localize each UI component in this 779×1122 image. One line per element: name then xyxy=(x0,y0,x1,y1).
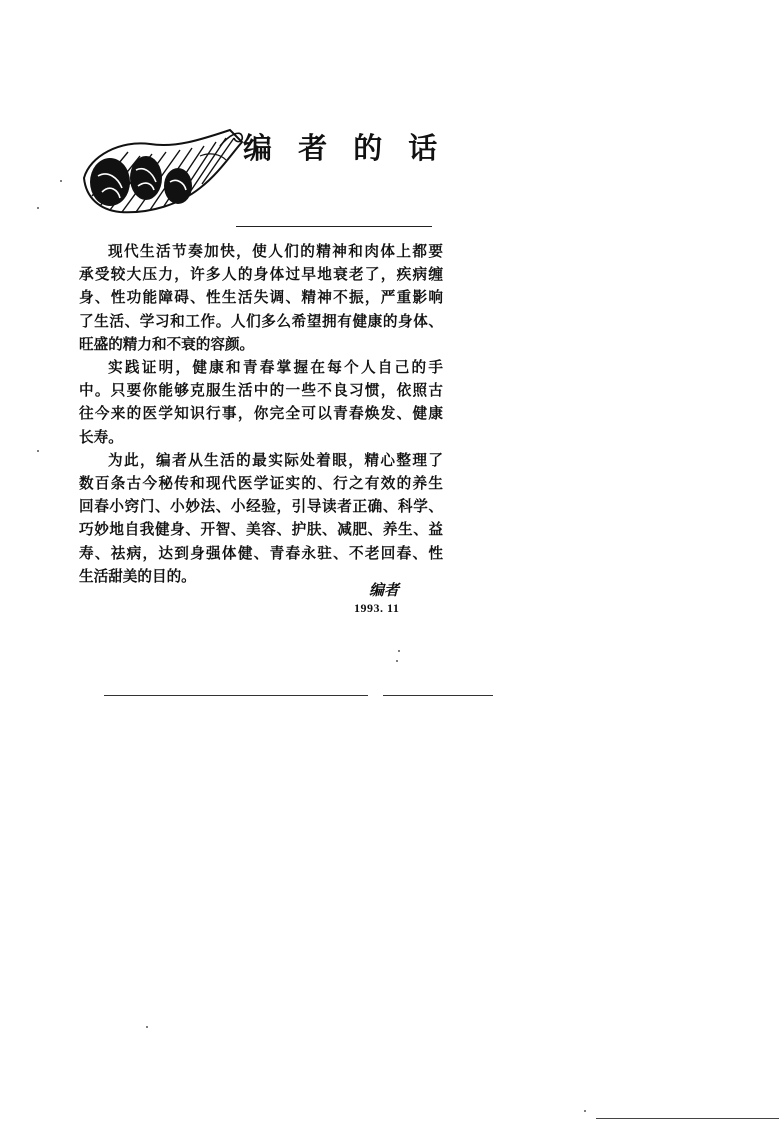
text-line: 长寿。 xyxy=(79,428,123,446)
text-line: 回春小窍门、小妙法、小经验，引导读者正确、科学、 xyxy=(79,498,443,516)
text-line: 身、性功能障碍、性生活失调、精神不振，严重影响 xyxy=(79,289,443,307)
scan-speck xyxy=(60,180,62,182)
scan-speck xyxy=(398,650,400,652)
paragraph-1 xyxy=(79,240,443,356)
scan-speck xyxy=(146,1026,148,1028)
footer-rule xyxy=(383,695,493,696)
text-line: 巧妙地自我健身、开智、美容、护肤、减肥、养生、益 xyxy=(79,521,443,539)
text-line: 中。只要你能够克服生活中的一些不良习惯，依照古 xyxy=(79,382,443,400)
author-signature: 编者 xyxy=(369,581,400,599)
text-line: 现代生活节奏加快，使人们的精神和肉体上都要 xyxy=(108,243,443,260)
title-underline xyxy=(236,226,432,227)
text-line: 为此，编者从生活的最实际处着眼，精心整理了 xyxy=(108,451,443,469)
page-title: 编 者 的 话 xyxy=(243,131,446,165)
scan-speck xyxy=(37,450,39,452)
text-line: 了生活、学习和工作。人们多么希望拥有健康的身体、 xyxy=(79,312,443,330)
corner-rule xyxy=(596,1118,779,1119)
text-line: 生活甜美的目的。 xyxy=(79,567,196,585)
footer-rule xyxy=(104,695,368,696)
preface-body xyxy=(79,240,443,588)
paragraph-3 xyxy=(79,449,443,588)
scan-speck xyxy=(396,660,398,662)
text-line: 数百条古今秘传和现代医学证实的、行之有效的养生 xyxy=(79,475,443,493)
text-line: 往今来的医学知识行事，你完全可以青春焕发、健康 xyxy=(79,405,443,423)
signature-date: 1993. 11 xyxy=(354,601,400,615)
paragraph-2 xyxy=(79,356,443,449)
text-line: 寿、祛病，达到身强体健、青春永驻、不老回春、性 xyxy=(79,544,443,562)
scan-speck xyxy=(584,1110,586,1112)
text-line: 旺盛的精力和不衰的容颜。 xyxy=(79,335,255,353)
text-line: 承受较大压力，许多人的身体过早地衰老了，疾病缠 xyxy=(79,266,443,284)
scan-speck xyxy=(37,207,39,209)
text-line: 实践证明，健康和青春掌握在每个人自己的手 xyxy=(108,359,443,377)
leaf-pattern-ornament-icon xyxy=(80,126,245,218)
